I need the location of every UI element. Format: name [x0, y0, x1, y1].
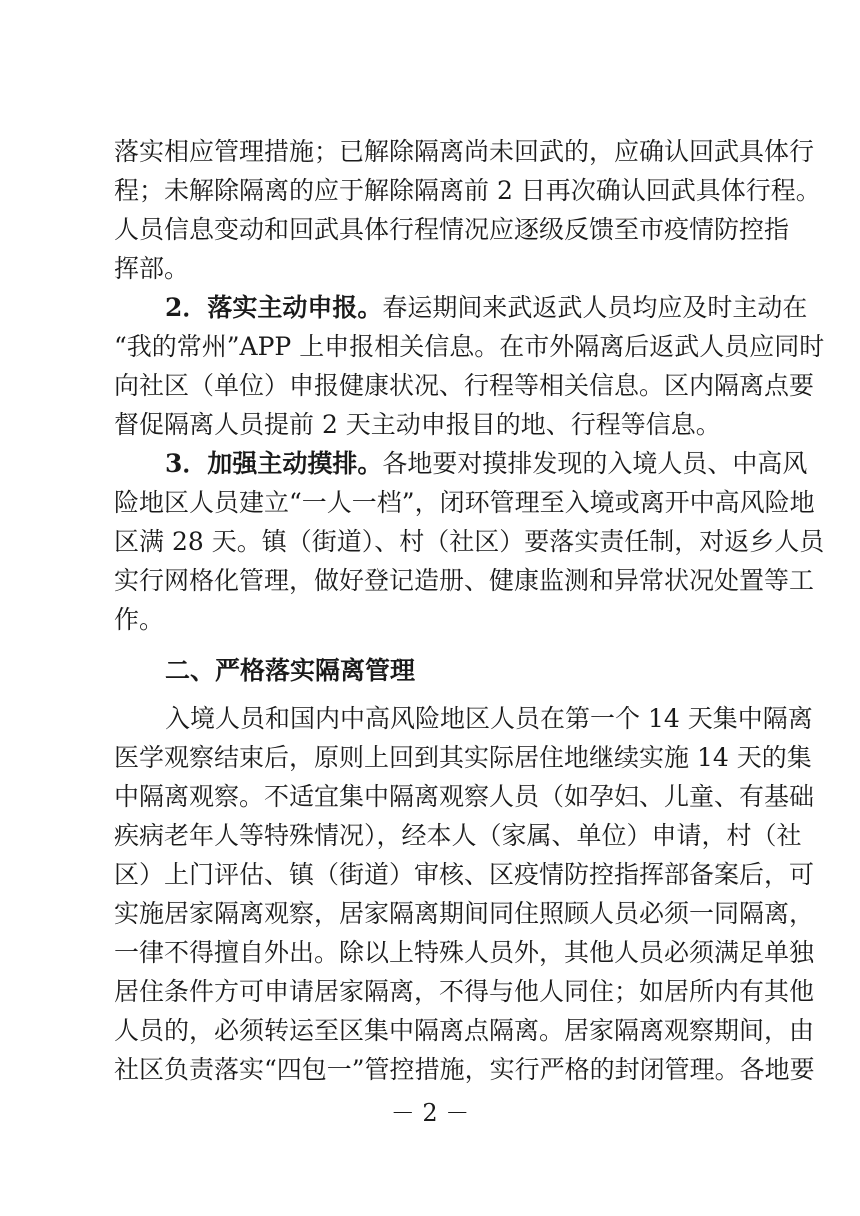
- paragraph-text: 各地要对摸排发现的入境人员、中高风: [382, 449, 808, 478]
- paragraph-line: 居住条件方可申请居家隔离，不得与他人同住；如居所内有其他: [114, 977, 815, 1006]
- paragraph-line: 一律不得擅自外出。除以上特殊人员外，其他人员必须满足单独: [114, 938, 815, 967]
- paragraph-line: 实行网格化管理，做好登记造册、健康监测和异常状况处置等工: [114, 566, 815, 595]
- paragraph-line: 医学观察结束后，原则上回到其实际居住地继续实施 14 天的集: [114, 743, 812, 772]
- paragraph-line: 区）上门评估、镇（街道）审核、区疫情防控指挥部备案后，可: [114, 860, 815, 889]
- paragraph-line: “我的常州”APP 上申报相关信息。在市外隔离后返武人员应同时: [114, 332, 825, 361]
- page-number: － 2 －: [390, 1099, 470, 1127]
- paragraph-line: [165, 446, 808, 482]
- paragraph-line: [165, 290, 808, 326]
- section-lead: 3．加强主动摸排。: [165, 449, 383, 478]
- section-lead: 2．落实主动申报。: [165, 293, 383, 322]
- paragraph-line: 实施居家隔离观察，居家隔离期间同住照顾人员必须一同隔离，: [114, 899, 815, 928]
- paragraph-line: 挥部。: [114, 254, 190, 283]
- paragraph-line: 人员的，必须转运至区集中隔离点隔离。居家隔离观察期间，由: [114, 1016, 815, 1045]
- paragraph-line: 区满 28 天。镇（街道）、村（社区）要落实责任制，对返乡人员: [114, 527, 825, 556]
- paragraph-line: 作。: [114, 605, 165, 634]
- paragraph-line: 程；未解除隔离的应于解除隔离前 2 日再次确认回武具体行程。: [114, 176, 821, 205]
- paragraph-line: 疾病老年人等特殊情况），经本人（家属、单位）申请，村（社: [114, 821, 802, 850]
- paragraph-line: 险地区人员建立“一人一档”，闭环管理至入境或离开中高风险地: [114, 488, 815, 517]
- paragraph-line: 社区负责落实“四包一”管控措施，实行严格的封闭管理。各地要: [114, 1055, 815, 1084]
- paragraph-line: 中隔离观察。不适宜集中隔离观察人员（如孕妇、儿童、有基础: [114, 782, 815, 811]
- paragraph-line: 入境人员和国内中高风险地区人员在第一个 14 天集中隔离: [165, 704, 813, 733]
- paragraph-line: 督促隔离人员提前 2 天主动申报目的地、行程等信息。: [114, 410, 721, 439]
- paragraph-line: 向社区（单位）申报健康状况、行程等相关信息。区内隔离点要: [114, 371, 815, 400]
- paragraph-text: 春运期间来武返武人员均应及时主动在: [382, 293, 808, 322]
- paragraph-line: 落实相应管理措施；已解除隔离尚未回武的，应确认回武具体行: [114, 137, 815, 166]
- section-heading: 二、严格落实隔离管理: [165, 656, 416, 685]
- paragraph-line: 人员信息变动和回武具体行程情况应逐级反馈至市疫情防控指: [114, 215, 790, 244]
